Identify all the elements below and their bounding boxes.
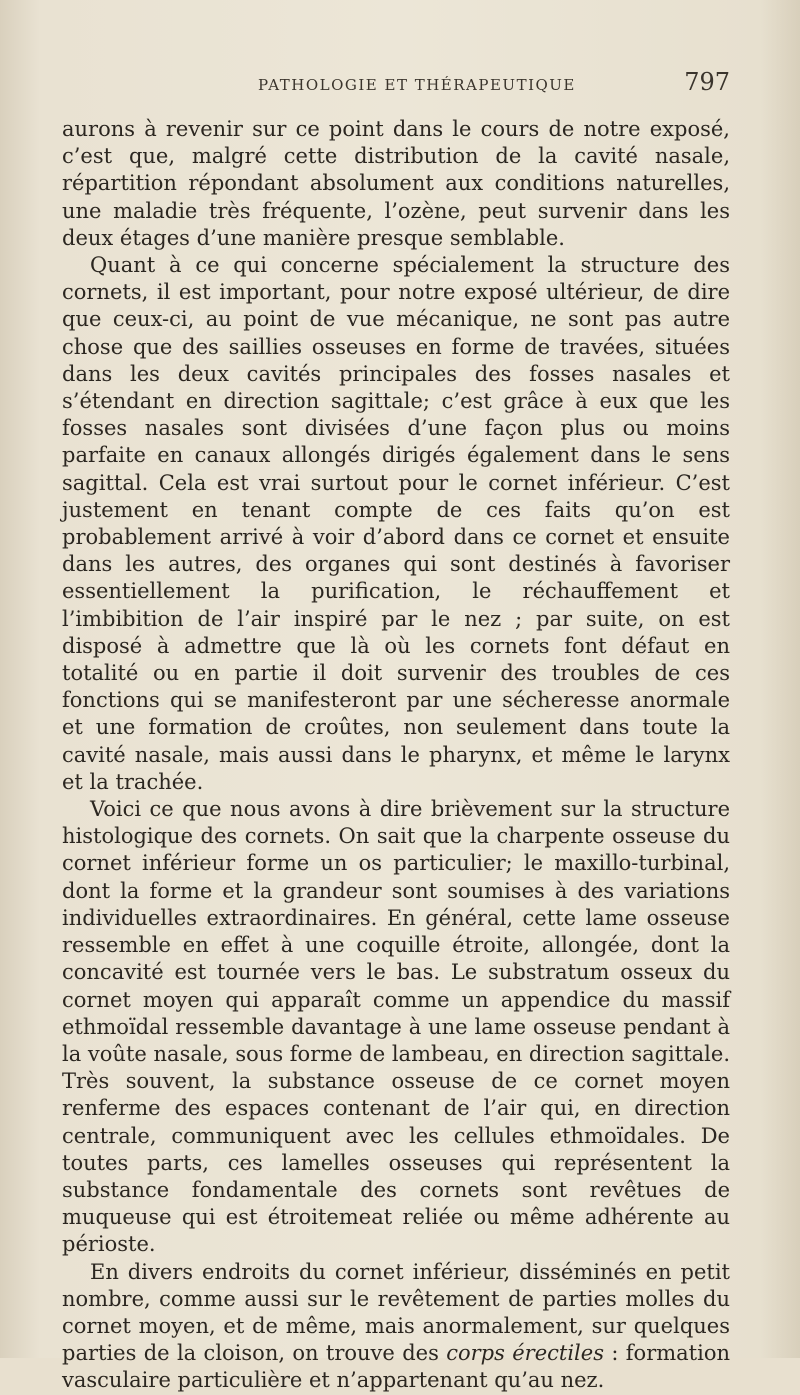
paragraph-3: Voici ce que nous avons à dire brièvement sur la structure histologique des cornets. On sait que la charpente osseuse du cornet inférieur forme un os particulier; le maxillo-turbinal, dont la forme et la grandeur sont soumises à des variations individuelles extraordinaires. En général, cette lame osseuse ressemble en effet à une coquille étroite, allongée, dont la concavité est tournée vers le bas. Le substratum osseux du cornet moyen qui apparaît comme un appendice du massif ethmoïdal ressemble davantage à une lame osseuse pendant à la voûte nasale, sous forme de lambeau, en direction sagittale. Très souvent, la substance osseuse de ce cornet moyen renferme des espaces contenant de l’air qui, en direction centrale, communiquent avec les cellules ethmoïdales. De toutes parts, ces lamelles osseuses qui représentent la substance fondamentale des cornets sont revêtues de muqueuse qui est étroitemeat reliée ou même adhérente au périoste. bbox=[62, 797, 730, 1257]
running-head: PATHOLOGIE ET THÉRAPEUTIQUE bbox=[258, 76, 576, 94]
paragraph-1: aurons à revenir sur ce point dans le cours de notre exposé, c’est que, malgré cette distribution de la cavité nasale, répartition répondant absolument aux conditions naturelles, une maladie très fréquente, l’ozène, peut survenir dans les deux étages d’une manière presque semblable. bbox=[62, 117, 730, 250]
paragraph-4-text-before: En divers endroits du cornet inférieur, disséminés en petit nombre, comme aussi sur le revêtement de parties molles du cornet moyen, et de même, mais anormalement, sur quelques parties de la cloison, on trouve des bbox=[62, 1259, 730, 1366]
paragraph-2: Quant à ce qui concerne spécialement la structure des cornets, il est important, pour notre exposé ultérieur, de dire que ceux-ci, au point de vue mécanique, ne sont pas autre chose que des saillies osseuses en forme de travées, situées dans les deux cavités principales des fosses nasales et s’étendant en direction sagittale; c’est grâce à eux que les fosses nasales sont divisées d’une façon plus ou moins parfaite en canaux allongés dirigés également dans le sens sagittal. Cela est vrai surtout pour le cornet inférieur. C’est justement en tenant compte de ces faits qu’on est probablement arrivé à voir d’abord dans ce cornet et ensuite dans les autres, des organes qui sont destinés à favoriser essentiellement la purification, le réchauffement et l’imbibition de l’air inspiré par le nez ; par suite, on est disposé à admettre que là où les cornets font défaut en totalité ou en partie il doit survenir des troubles de ces fonctions qui se manifesteront par une sécheresse anormale et une formation de croûtes, non seulement dans toute la cavité nasale, mais aussi dans le pharynx, et même le larynx et la trachée. bbox=[62, 253, 730, 794]
paragraph-4-text-after: : formation vasculaire particulière et n’appartenant qu’au nez. bbox=[62, 1341, 730, 1393]
paragraph-4 bbox=[62, 1259, 730, 1395]
body-text bbox=[62, 116, 730, 1395]
page-header bbox=[80, 64, 730, 100]
italic-term: corps érectiles bbox=[446, 1341, 604, 1366]
page-number: 797 bbox=[684, 68, 730, 96]
